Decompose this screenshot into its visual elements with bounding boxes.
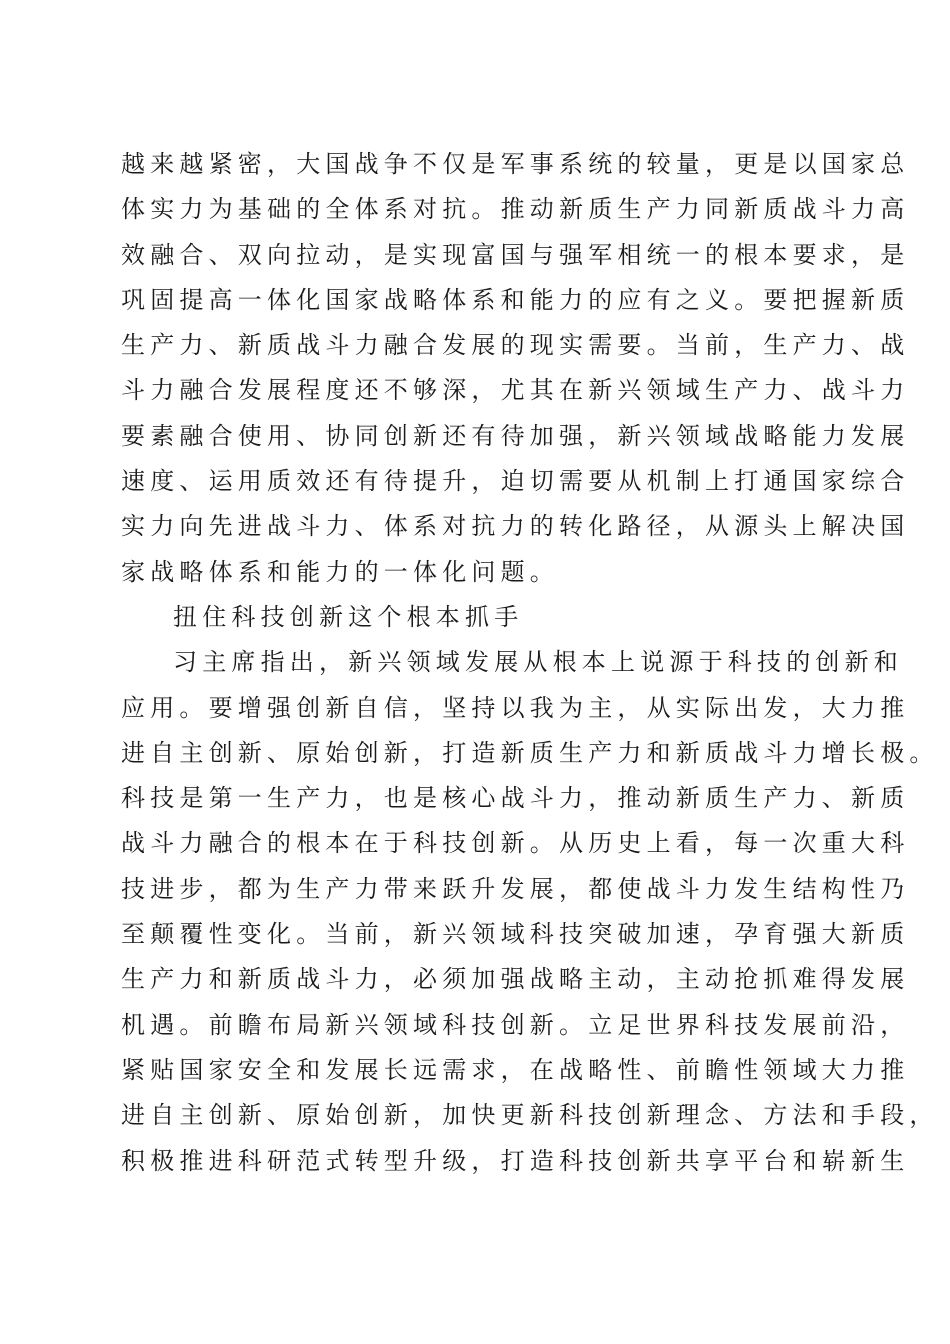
body-text: [121, 142, 939, 1184]
text-line: 实力向先进战斗力、体系对抗力的转化路径，从源头上解决国: [121, 512, 910, 541]
text-line: 速度、运用质效还有待提升，迫切需要从机制上打通国家综合: [121, 467, 910, 496]
text-line: 技进步，都为生产力带来跃升发展，都使战斗力发生结构性乃: [121, 874, 910, 903]
text-line: 巩固提高一体化国家战略体系和能力的应有之义。要把握新质: [121, 285, 910, 314]
text-line: 进自主创新、原始创新，加快更新科技创新理念、方法和手段，: [121, 1101, 939, 1130]
text-line: 生产力、新质战斗力融合发展的现实需要。当前，生产力、战: [121, 331, 910, 360]
text-line: 习主席指出，新兴领域发展从根本上说源于科技的创新和: [173, 648, 903, 677]
section-heading: 扭住科技创新这个根本抓手: [173, 602, 524, 631]
text-line: 应用。要增强创新自信，坚持以我为主，从实际出发，大力推: [121, 693, 910, 722]
text-line: 越来越紧密，大国战争不仅是军事系统的较量，更是以国家总: [121, 150, 910, 178]
text-line: 战斗力融合的根本在于科技创新。从历史上看，每一次重大科: [121, 829, 910, 858]
text-line: 进自主创新、原始创新，打造新质生产力和新质战斗力增长极。: [121, 738, 939, 767]
text-line: 积极推进科研范式转型升级，打造科技创新共享平台和崭新生: [121, 1146, 910, 1175]
text-line: 体实力为基础的全体系对抗。推动新质生产力同新质战斗力高: [121, 195, 910, 224]
text-line: 至颠覆性变化。当前，新兴领域科技突破加速，孕育强大新质: [121, 920, 910, 949]
text-line: 家战略体系和能力的一体化问题。: [121, 557, 559, 586]
text-line: 斗力融合发展程度还不够深，尤其在新兴领域生产力、战斗力: [121, 376, 910, 405]
text-line: 机遇。前瞻布局新兴领域科技创新。立足世界科技发展前沿，: [121, 1010, 910, 1039]
text-line: 生产力和新质战斗力，必须加强战略主动，主动抢抓难得发展: [121, 965, 910, 994]
text-line: 效融合、双向拉动，是实现富国与强军相统一的根本要求，是: [121, 240, 910, 269]
text-line: 紧贴国家安全和发展长远需求，在战略性、前瞻性领域大力推: [121, 1055, 910, 1084]
text-line: 要素融合使用、协同创新还有待加强，新兴领域战略能力发展: [121, 421, 910, 450]
text-line: 科技是第一生产力，也是核心战斗力，推动新质生产力、新质: [121, 784, 910, 813]
